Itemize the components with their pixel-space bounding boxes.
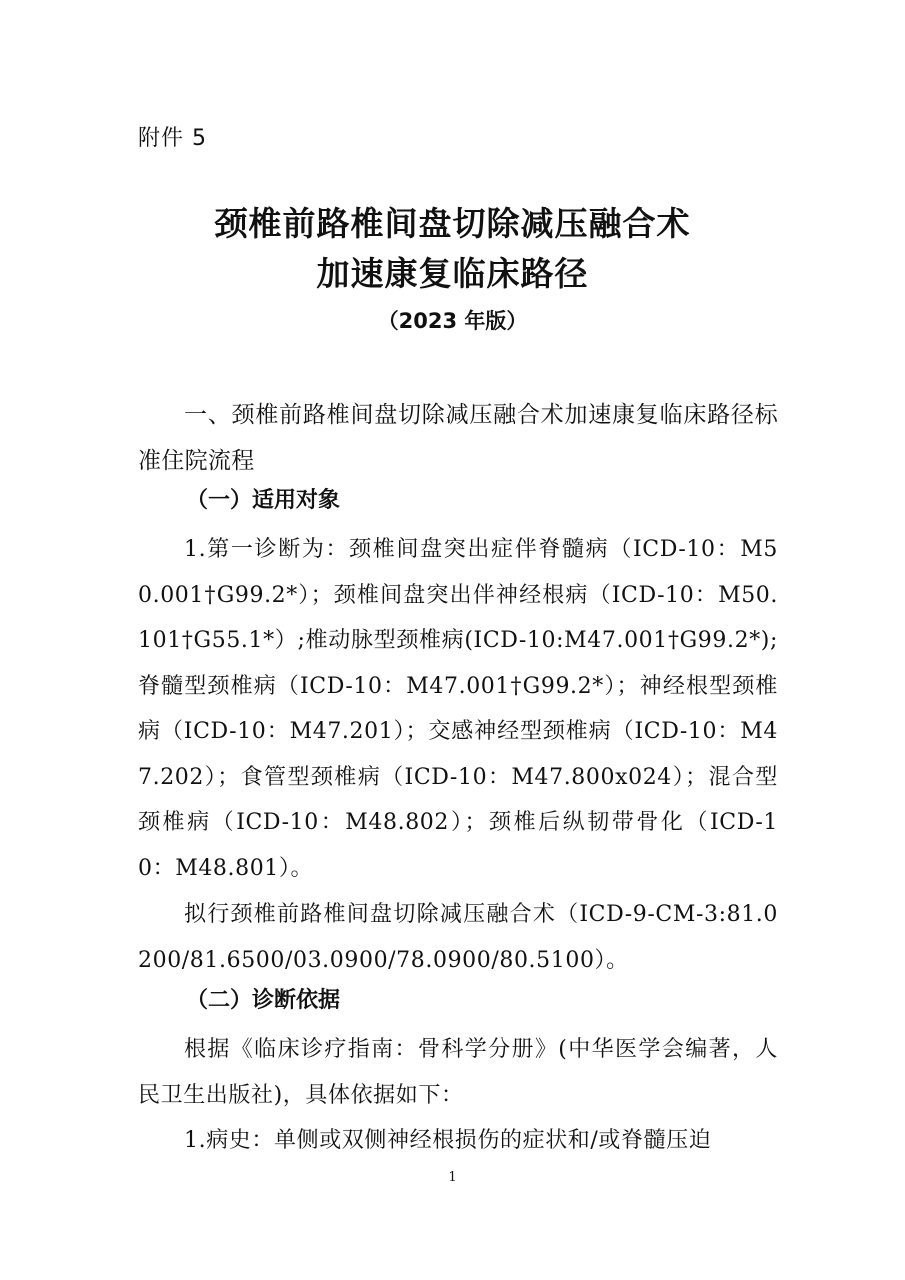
paragraph-diagnosis-list: 1.第一诊断为：颈椎间盘突出症伴脊髓病（ICD-10：M50.001†G99.2*）；颈椎间盘突出伴神经根病（ICD-10：M50.101†G55.1*）;椎动脉型颈椎病(ICD-10:M47.001†G99.2*);脊髓型颈椎病（ICD-10：M47.001†G99.2*）；神经根型颈椎病（ICD-10：M47.201）；交感神经型颈椎病（ICD-10：M47.202）；食管型颈椎病（ICD-10：M47.800x024）；混合型颈椎病（ICD-10：M48.802）；颈椎后纵韧带骨化（ICD-10：M48.801）。 [138,537,778,881]
page-number: 1 [448,1170,457,1185]
section-heading: 一、颈椎前路椎间盘切除减压融合术加速康复临床路径标准住院流程 [138,402,778,474]
title-line-2: 加速康复临床路径 [316,254,589,293]
paragraph-guideline-reference: 根据《临床诊疗指南：骨科学分册》(中华医学会编著，人民卫生出版社)，具体依据如下： [138,1037,778,1108]
attachment-label: 附件 5 [138,126,207,151]
paragraph-history: 1.病史：单侧或双侧神经根损伤的症状和/或脊髓压迫 [184,1128,712,1153]
title-line-1: 颈椎前路椎间盘切除减压融合术 [214,204,691,243]
version-label: （2023 年版） [377,309,528,333]
document-title-line-2 [0,254,905,294]
paragraph-procedure: 拟行颈椎前路椎间盘切除减压融合术（ICD-9-CM-3:81.0200/81.6500/03.0900/78.0900/80.5100）。 [138,902,778,973]
document-title [0,204,905,244]
sub-heading-diagnostic-basis: （二）诊断依据 [186,988,341,1013]
sub-heading-scope: （一）适用对象 [186,488,341,513]
